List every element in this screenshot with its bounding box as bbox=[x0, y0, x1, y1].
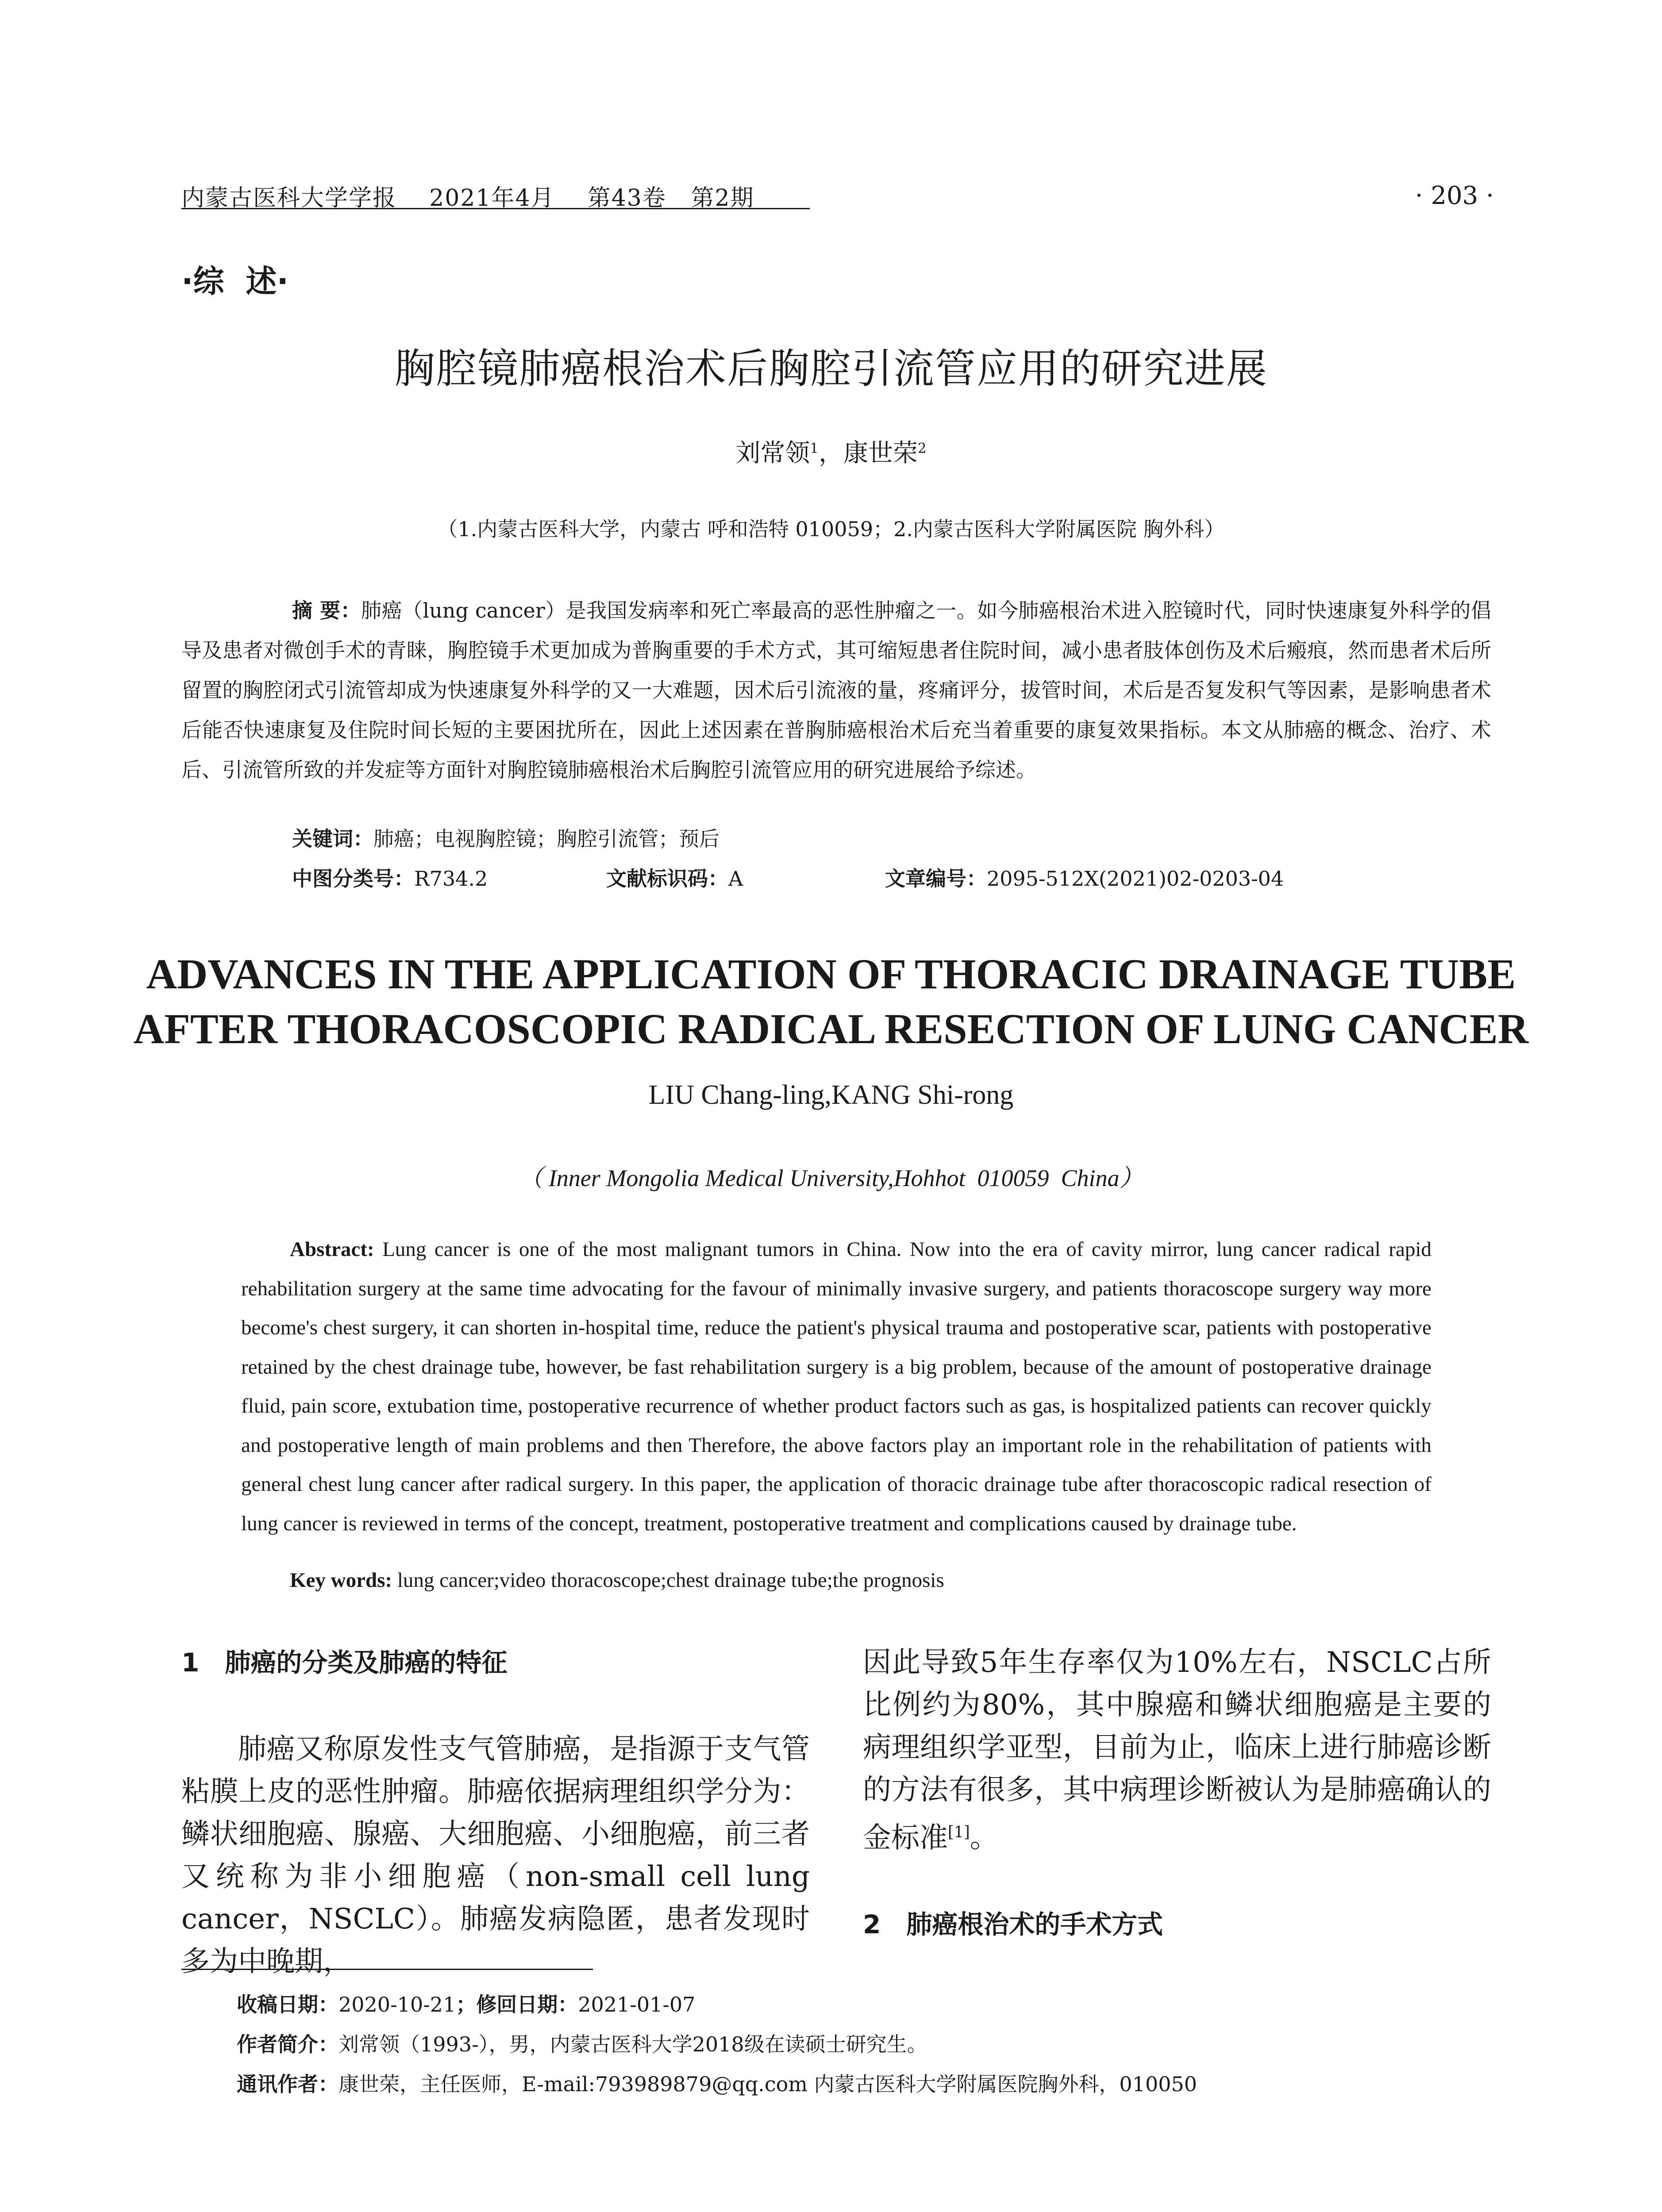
clc-label: 中图分类号： bbox=[292, 867, 414, 891]
abstract-en-text: Lung cancer is one of the most malignant tumors in China. Now into the era of cavity mirror, lung cancer radical rapid rehabilitation surgery at the same time advocating for the favour of minimally invasive surgery, and patients thoracoscope surgery way more become's chest surgery, it can shorten in-hospital time, reduce the patient's physical trauma and postoperative scar, patients with postoperative retained by the chest drainage tube, however, be fast rehabilitation surgery is a big problem, because of the amount of postoperative drainage fluid, pain score, extubation time, postoperative recurrence of whether product factors such as gas, is hospitalized patients can recover quickly and postoperative length of main problems and then Therefore, the above factors play an important role in the rehabilitation of patients with general chest lung cancer after radical surgery. In this paper, the application of thoracic drainage tube after thoracoscopic radical resection of lung cancer is reviewed in terms of the concept, treatment, postoperative treatment and complications caused by drainage tube. bbox=[241, 1238, 1432, 1535]
title-cn: 胸腔镜肺癌根治术后胸腔引流管应用的研究进展 bbox=[394, 345, 1268, 392]
article-number bbox=[885, 863, 1284, 892]
author-1: 刘常领 bbox=[735, 439, 810, 468]
author-2: 康世荣 bbox=[843, 439, 918, 468]
header-rule bbox=[181, 208, 810, 209]
abstract-en bbox=[241, 1230, 1431, 1543]
footnote-author-bio bbox=[237, 2028, 927, 2058]
author-bio-label: 作者简介： bbox=[237, 2032, 339, 2056]
section-1-paragraph: 肺癌又称原发性支气管肺癌，是指源于支气管粘膜上皮的恶性肿瘤。肺癌依据病理组织学分为：鳞状细胞癌、腺癌、大细胞癌、小细胞癌，前三者又统称为非小细胞癌（non-small cell lung cancer，NSCLC）。肺癌发病隐匿，患者发现时多为中晚期， bbox=[181, 1733, 810, 1978]
section-2-heading: 2 肺癌根治术的手术方式 bbox=[863, 1909, 1163, 1940]
keywords-en-text: lung cancer;video thoracoscope;chest drainage tube;the prognosis bbox=[397, 1569, 944, 1592]
keywords-cn bbox=[292, 823, 719, 852]
received-label: 收稿日期： bbox=[237, 1993, 339, 2016]
abstract-cn-text: 肺癌（lung cancer）是我国发病率和死亡率最高的恶性肿瘤之一。如今肺癌根治术进入腔镜时代，同时快速康复外科学的倡导及患者对微创手术的青睐，胸腔镜手术更加成为普胸重要的手术方式，其可缩短患者住院时间，减小患者肢体创伤及术后瘢痕，然而患者术后所留置的胸腔闭式引流管却成为快速康复外科学的又一大难题，因术后引流液的量，疼痛评分，拔管时间，术后是否复发积气等因素，是影响患者术后能否快速康复及住院时间长短的主要困扰所在，因此上述因素在普胸肺癌根治术后充当着重要的康复效果指标。本文从肺癌的概念、治疗、术后、引流管所致的并发症等方面针对胸腔镜肺癌根治术后胸腔引流管应用的研究进展给予综述。 bbox=[181, 599, 1491, 782]
doc-code bbox=[606, 863, 885, 892]
classification-row bbox=[292, 863, 1284, 892]
section-1-continuation-end: 。 bbox=[970, 1821, 998, 1855]
body-column-right bbox=[863, 1641, 1491, 1946]
running-header bbox=[181, 179, 754, 212]
journal-name: 内蒙古医科大学学报 bbox=[181, 185, 397, 211]
affiliation-en: （ Inner Mongolia Medical University,Hohhot 010059 China） bbox=[519, 1165, 1143, 1191]
abstract-cn-label: 摘 要： bbox=[292, 599, 361, 622]
clc-value: R734.2 bbox=[414, 867, 488, 891]
affiliation-cn: （1.内蒙古医科大学，内蒙古 呼和浩特 010059；2.内蒙古医科大学附属医院 胸外科） bbox=[437, 517, 1225, 541]
author-separator: ， bbox=[819, 439, 843, 468]
volume: 第43卷 bbox=[587, 185, 666, 211]
section-1-continuation-text: 因此导致5年生存率仅为10%左右，NSCLC占所比例约为80%，其中腺癌和鳞状细胞癌是主要的病理组织学亚型，目前为止，临床上进行肺癌诊断的方法有很多，其中病理诊断被认为是肺癌确认的金标准 bbox=[863, 1646, 1491, 1855]
corresponding-value: 康世荣，主任医师，E-mail:793989879@qq.com 内蒙古医科大学附属医院胸外科，010050 bbox=[339, 2072, 1197, 2096]
issue-date: 2021年4月 bbox=[429, 185, 555, 211]
section-1-heading: 1 肺癌的分类及肺癌的特征 bbox=[181, 1647, 508, 1678]
keywords-cn-text: 肺癌；电视胸腔镜；胸腔引流管；预后 bbox=[373, 827, 719, 851]
keywords-cn-label: 关键词： bbox=[292, 827, 373, 851]
keywords-en bbox=[290, 1568, 944, 1592]
title-en bbox=[0, 947, 1662, 1056]
article-label: 文章编号： bbox=[885, 867, 987, 891]
doc-value: A bbox=[728, 867, 743, 891]
body-column-left bbox=[181, 1641, 810, 1983]
doc-label: 文献标识码： bbox=[606, 867, 728, 891]
clc-code bbox=[292, 863, 606, 892]
page-number: · 203 · bbox=[1415, 181, 1494, 210]
footnote-rule bbox=[181, 1969, 593, 1970]
abstract-en-label: Abstract: bbox=[290, 1238, 374, 1261]
received-value: 2020-10-21 bbox=[339, 1993, 456, 2016]
author-1-mark: 1 bbox=[810, 440, 819, 457]
revised-value: 2021-01-07 bbox=[578, 1993, 696, 2016]
citation-1: [1] bbox=[948, 1823, 970, 1841]
keywords-en-label: Key words: bbox=[290, 1569, 392, 1592]
author-bio-value: 刘常领（1993-），男，内蒙古医科大学2018级在读硕士研究生。 bbox=[339, 2032, 927, 2056]
corresponding-label: 通讯作者： bbox=[237, 2072, 339, 2096]
authors-cn bbox=[0, 434, 1662, 469]
section-1-continuation bbox=[863, 1641, 1491, 1859]
abstract-cn bbox=[181, 591, 1491, 790]
authors-en: LIU Chang-ling,KANG Shi-rong bbox=[648, 1080, 1014, 1110]
title-en-line-1: ADVANCES IN THE APPLICATION OF THORACIC DRAINAGE TUBE bbox=[146, 950, 1516, 998]
revised-label: ；修回日期： bbox=[456, 1993, 578, 2016]
issue: 第2期 bbox=[691, 185, 754, 211]
section-tag: ·综 述· bbox=[181, 263, 289, 300]
footnote-dates bbox=[237, 1989, 695, 2018]
title-en-line-2: AFTER THORACOSCOPIC RADICAL RESECTION OF LUNG CANCER bbox=[133, 1005, 1529, 1052]
author-2-mark: 2 bbox=[918, 440, 927, 457]
article-value: 2095-512X(2021)02-0203-04 bbox=[987, 867, 1284, 891]
footnote-corresponding bbox=[237, 2068, 1197, 2097]
